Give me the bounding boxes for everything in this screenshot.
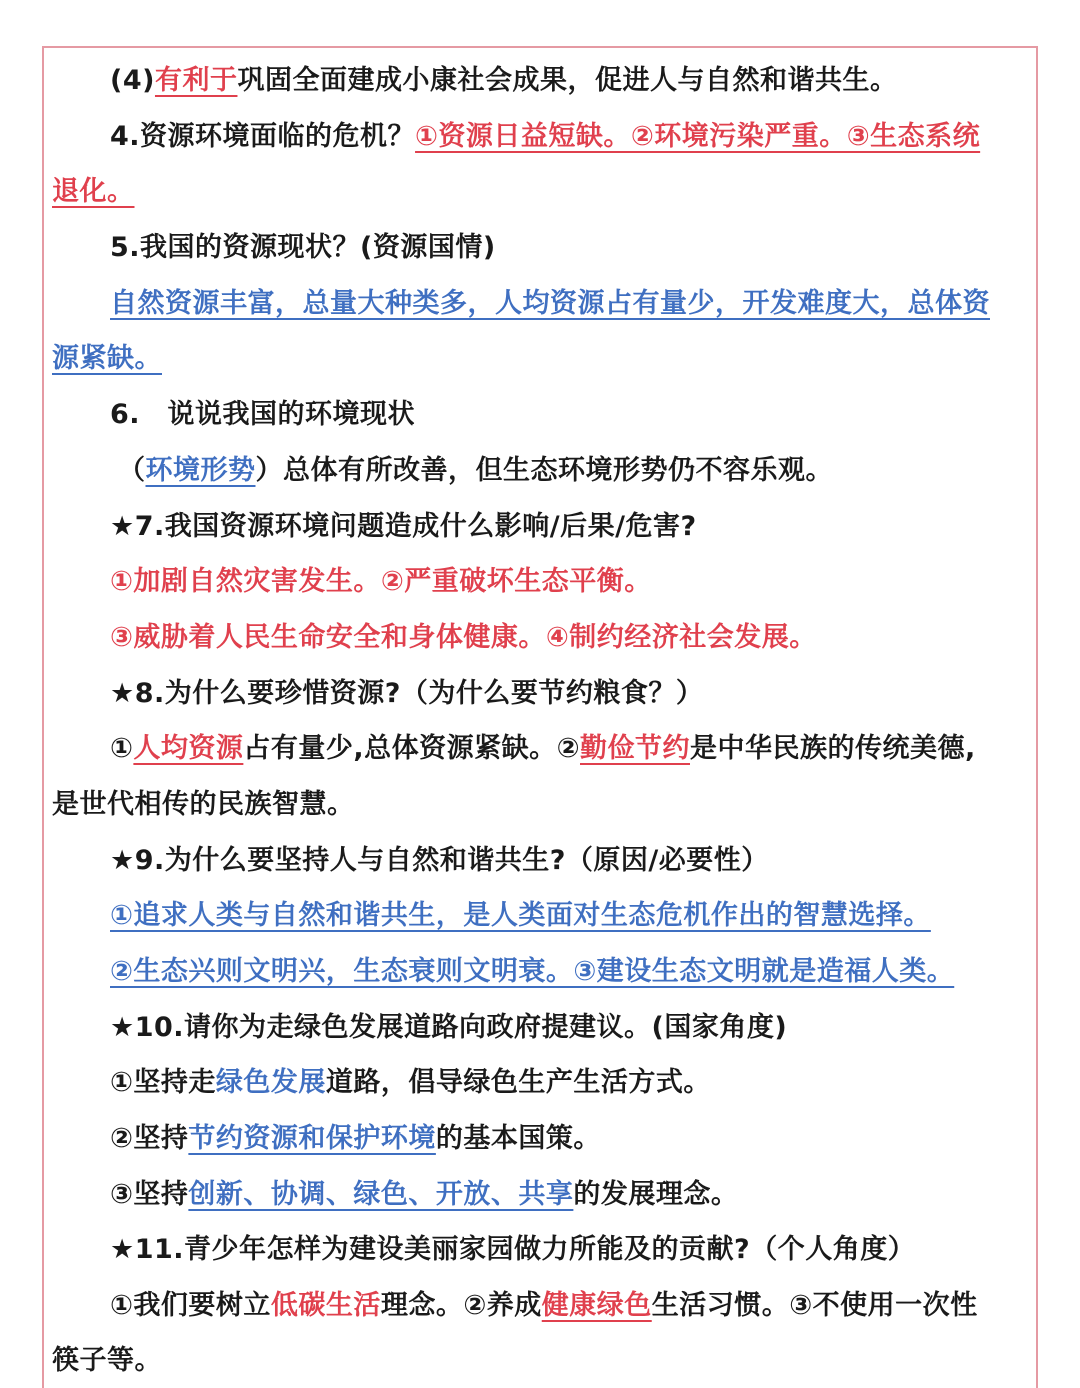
- answer-text: 是中华民族的传统美德,: [690, 733, 976, 764]
- question-text: 5.我国的资源现状？(资源国情): [110, 232, 496, 263]
- answer-text: ①坚持走: [110, 1067, 216, 1098]
- question-text: ★7.我国资源环境问题造成什么影响/后果/危害?: [110, 511, 697, 542]
- answer-7-2: [110, 620, 817, 656]
- keyword: 环境形势: [145, 455, 256, 486]
- answer-5: [110, 286, 990, 322]
- question-6: [110, 397, 415, 433]
- point-text: 巩固全面建成小康社会成果，促进人与自然和谐共生。: [237, 65, 898, 96]
- answer-11-cont: [52, 1343, 162, 1379]
- question-text: ★9.为什么要坚持人与自然和谐共生?（原因/必要性）: [110, 845, 769, 876]
- question-4: [110, 119, 980, 155]
- answer-8-cont: [52, 787, 355, 823]
- question-9: [110, 843, 769, 879]
- answer-text: 是世代相传的民族智慧。: [52, 789, 355, 820]
- answer-9-1: [110, 898, 931, 934]
- keyword: 有利于: [154, 65, 238, 96]
- answer-text: 源紧缺。: [52, 343, 162, 374]
- answer-text: ①我们要树立: [110, 1290, 271, 1321]
- answer-text: 退化。: [52, 176, 135, 207]
- keyword: 低碳生活: [270, 1290, 381, 1321]
- keyword: 人均资源: [133, 733, 244, 764]
- question-5: [110, 230, 496, 266]
- answer-text: ②坚持: [110, 1123, 189, 1154]
- answer-text: ①: [110, 733, 134, 764]
- question-text: 4.资源环境面临的危机？: [110, 121, 416, 152]
- answer-text: ①资源日益短缺。②环境污染严重。③生态系统: [415, 121, 981, 152]
- answer-8: [110, 731, 976, 767]
- answer-text: 道路，倡导绿色生产生活方式。: [325, 1067, 711, 1098]
- answer-4-cont: [52, 174, 135, 210]
- point-number: (4): [110, 65, 155, 96]
- question-10: [110, 1010, 787, 1046]
- question-11: [110, 1232, 915, 1268]
- answer-text: ①加剧自然灾害发生。②严重破坏生态平衡。: [110, 566, 652, 597]
- answer-9-2: [110, 954, 954, 990]
- paren: （: [118, 455, 146, 486]
- question-7: [110, 509, 697, 545]
- answer-text: ①追求人类与自然和谐共生，是人类面对生态危机作出的智慧选择。: [110, 900, 931, 931]
- answer-7-1: [110, 564, 652, 600]
- answer-10-2: [110, 1121, 601, 1157]
- answer-text: 生活习惯。③不使用一次性: [651, 1290, 978, 1321]
- answer-text: ③坚持: [110, 1179, 189, 1210]
- answer-text: ②生态兴则文明兴，生态衰则文明衰。③建设生态文明就是造福人类。: [110, 956, 955, 987]
- keyword: 绿色发展: [215, 1067, 326, 1098]
- answer-10-3: [110, 1177, 738, 1213]
- answer-text: ③威胁着人民生命安全和身体健康。④制约经济社会发展。: [110, 622, 817, 653]
- question-text: ★8.为什么要珍惜资源?（为什么要节约粮食？）: [110, 678, 704, 709]
- keyword: 节约资源和保护环境: [188, 1123, 436, 1154]
- point-4-line: [110, 63, 897, 99]
- answer-text: 自然资源丰富，总量大种类多，人均资源占有量少，开发难度大，总体资: [110, 288, 990, 319]
- question-text: ★11.青少年怎样为建设美丽家园做力所能及的贡献?（个人角度）: [110, 1234, 916, 1265]
- answer-5-cont: [52, 341, 162, 377]
- answer-text: 的基本国策。: [435, 1123, 601, 1154]
- answer-text: 占有量少,总体资源紧缺。②: [243, 733, 580, 764]
- question-text: 6. 说说我国的环境现状: [110, 399, 416, 430]
- keyword: 勤俭节约: [580, 733, 690, 764]
- keyword: 健康绿色: [541, 1290, 652, 1321]
- answer-text: ）总体有所改善，但生态环境形势仍不容乐观。: [255, 455, 833, 486]
- answer-text: 筷子等。: [52, 1345, 162, 1376]
- question-text: ★10.请你为走绿色发展道路向政府提建议。(国家角度): [110, 1012, 788, 1043]
- answer-text: 的发展理念。: [573, 1179, 739, 1210]
- answer-10-1: [110, 1065, 711, 1101]
- question-8: [110, 676, 703, 712]
- answer-11: [110, 1288, 978, 1324]
- answer-text: 理念。②养成: [380, 1290, 542, 1321]
- answer-6: [118, 453, 833, 489]
- keyword: 创新、协调、绿色、开放、共享: [188, 1179, 574, 1210]
